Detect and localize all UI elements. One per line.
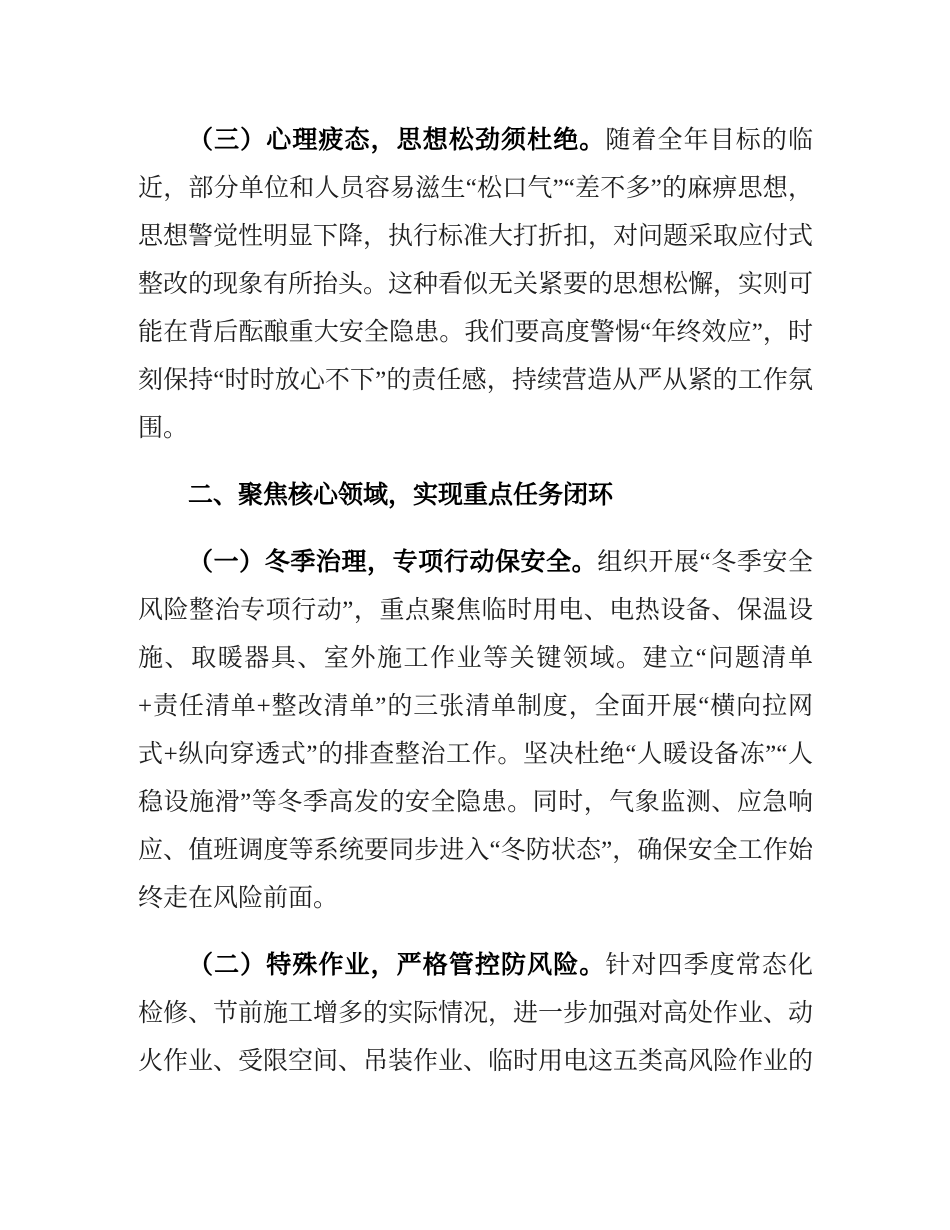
paragraph-psychological-fatigue — [138, 116, 813, 453]
section-heading-core-areas — [138, 471, 813, 520]
section-heading-text: 二、聚焦核心领域，实现重点任务闭环 — [188, 481, 614, 509]
paragraph-winter-governance — [138, 538, 813, 923]
paragraph-bold-lead: （二）特殊作业，严格管控防风险。 — [188, 951, 606, 979]
paragraph-special-operations — [138, 941, 813, 1086]
paragraph-body-text: 针对四季度常态化检修、节前施工增多的实际情况，进一步加强对高处作业、动火作业、受限空间、吊装作业、临时用电这五类高风险作业的 — [138, 952, 814, 1075]
paragraph-body-text: 随着全年目标的临近，部分单位和人员容易滋生“松口气”“差不多”的麻痹思想，思想警觉性明显下降，执行标准大打折扣，对问题采取应付式整改的现象有所抬头。这种看似无关紧要的思想松懈，实则可能在背后酝酿重大安全隐患。我们要高度警惕“年终效应”，时刻保持“时时放心不下”的责任感，持续营造从严从紧的工作氛围。 — [138, 127, 814, 442]
paragraph-bold-lead: （三）心理疲态，思想松劲须杜绝。 — [188, 126, 606, 154]
paragraph-bold-lead: （一）冬季治理，专项行动保安全。 — [188, 548, 598, 576]
paragraph-body-text: 组织开展“冬季安全风险整治专项行动”，重点聚焦临时用电、电热设备、保温设施、取暖器具、室外施工作业等关键领域。建立“问题清单+责任清单+整改清单”的三张清单制度，全面开展“横向拉网式+纵向穿透式”的排查整治工作。坚决杜绝“人暖设备冻”“人稳设施滑”等冬季高发的安全隐患。同时，气象监测、应急响应、值班调度等系统要同步进入“冬防状态”，确保安全工作始终走在风险前面。 — [138, 549, 813, 912]
